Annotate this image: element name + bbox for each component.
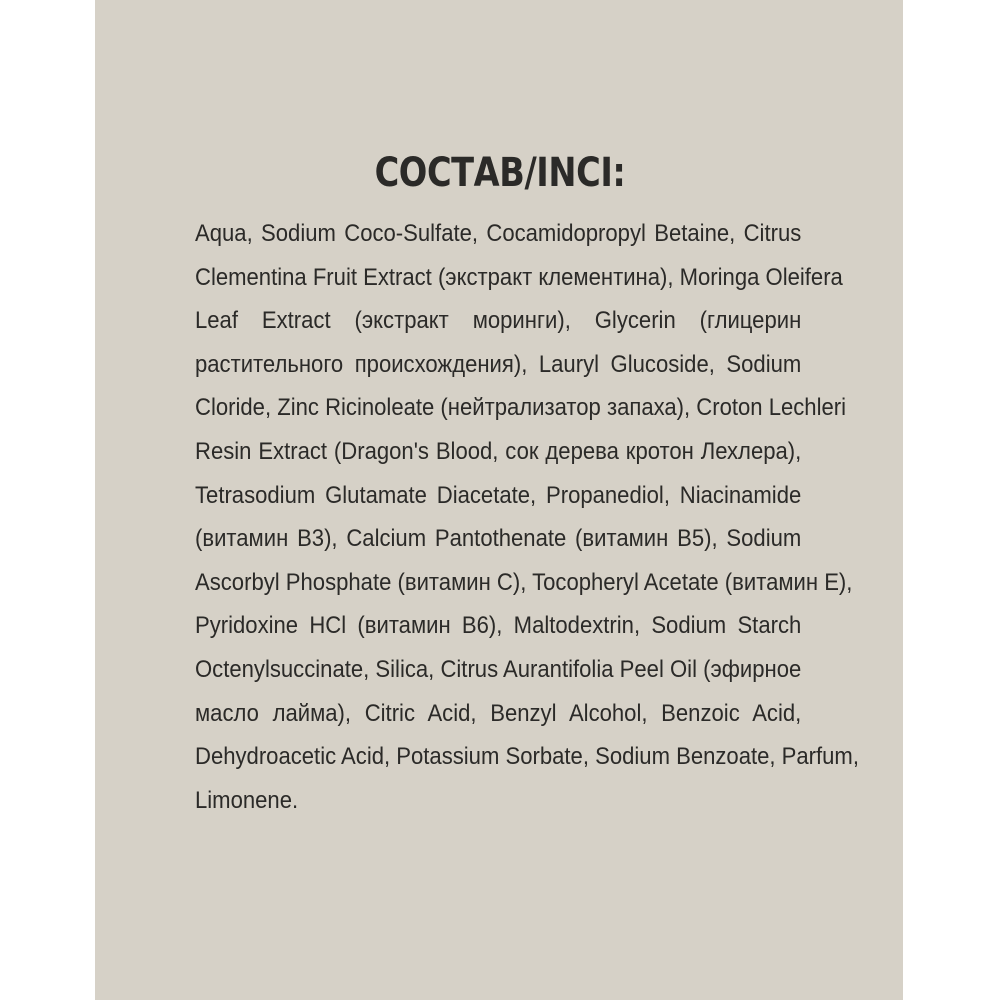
ingredient-line: Pyridoxine HCl (витамин B6), Maltodextrin, Sodium Starch [195,612,802,640]
ingredient-line: Tetrasodium Glutamate Diacetate, Propanediol, Niacinamide [195,481,802,509]
ingredient-line: Aqua, Sodium Coco-Sulfate, Cocamidopropyl Betaine, Citrus [195,220,802,247]
ingredient-line: масло лайма), Citric Acid, Benzyl Alcohol, Benzoic Acid, [195,699,802,727]
ingredients-text [195,212,859,822]
ingredient-line: Resin Extract (Dragon's Blood, сок дерева кротон Лехлера), [195,437,802,465]
ingredient-line: растительного происхождения), Lauryl Glucoside, Sodium [195,350,802,378]
ingredient-line: Leaf Extract (экстракт моринги), Glycerin (глицерин [195,307,802,335]
ingredient-line: (витамин B3), Calcium Pantothenate (витамин B5), Sodium [195,525,802,553]
ingredient-line: Cloride, Zinc Ricinoleate (нейтрализатор запаха), Croton Lechleri [195,394,847,422]
ingredient-line: Octenylsuccinate, Silica, Citrus Aurantifolia Peel Oil (эфирное [195,655,802,683]
composition-title: СОСТАВ/INCI: [374,150,626,196]
ingredient-line: Limonene. [195,786,299,814]
ingredient-line: Clementina Fruit Extract (экстракт клементина), Moringa Oleifera [195,263,843,291]
ingredient-line: Ascorbyl Phosphate (витамин C), Tocopheryl Acetate (витамин E), [195,568,853,596]
ingredient-line: Dehydroacetic Acid, Potassium Sorbate, Sodium Benzoate, Parfum, [195,743,859,771]
